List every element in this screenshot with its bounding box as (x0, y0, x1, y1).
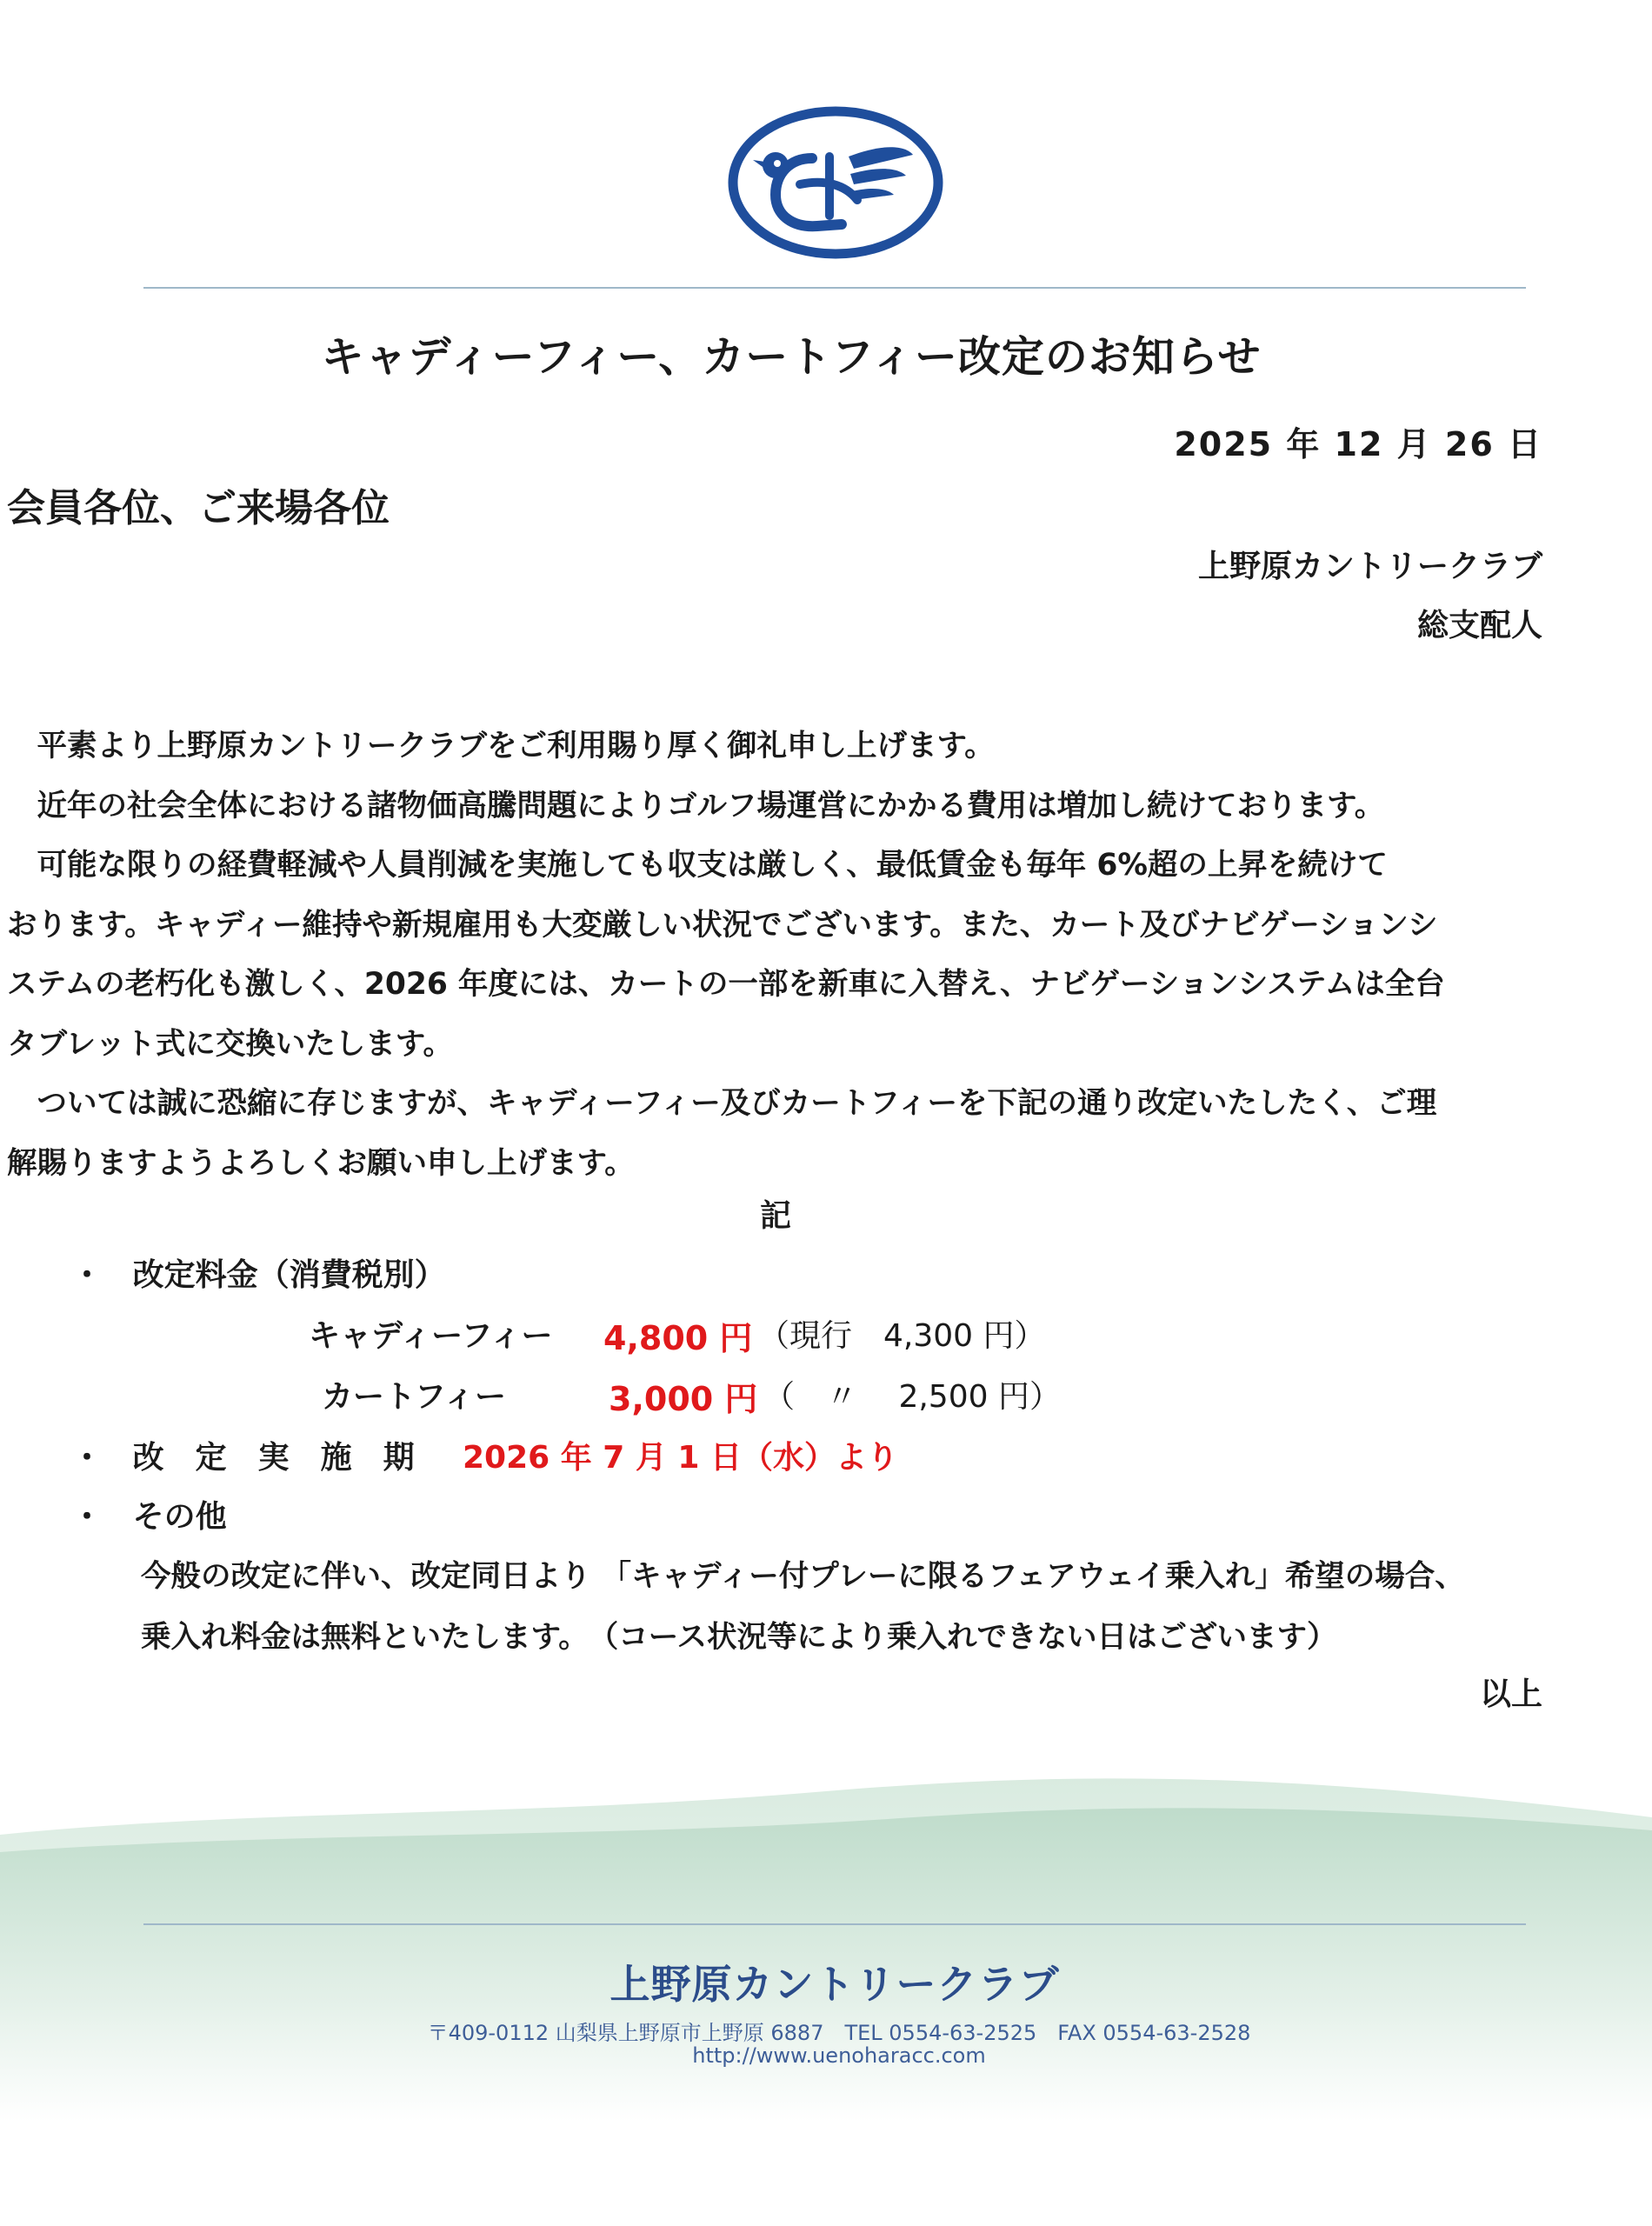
effective-date-value: 2026 年 7 月 1 日（水）より (463, 1440, 898, 1476)
footer-address: 〒409-0112 山梨県上野原市上野原 6887 TEL 0554-63-2525 FAX 0554-63-2528 (427, 2021, 1251, 2045)
cart-fee-label: カートフィー (322, 1379, 507, 1415)
caddie-fee-current: （現行 4,300 円） (758, 1318, 1046, 1354)
footer-club-name: 上野原カントリークラブ (610, 1961, 1060, 2008)
sender-org: 上野原カントリークラブ (1197, 549, 1542, 584)
effective-date-row (71, 1433, 415, 1477)
cart-fee-current: （ 〃 2,500 円） (763, 1379, 1061, 1415)
caddie-fee-label: キャディーフィー (309, 1318, 553, 1354)
page-title: キャディーフィー、カートフィー改定のお知らせ (321, 332, 1262, 382)
bullet: ・ (71, 1257, 103, 1293)
body-line: ついては誠に恐縮に存じますが、キャディーフィー及びカートフィーを下記の通り改定いたしたく、ご理 (7, 1086, 1437, 1121)
sender-block (1198, 537, 1542, 656)
notice-body (7, 716, 1555, 1193)
issue-date: 2025 年 12 月 26 日 (1174, 425, 1542, 463)
body-line: おります。キャディー維持や新規雇用も大変厳しい状況でございます。また、カート及びナビゲーションシ (7, 907, 1438, 943)
ueno-bird-logo-icon (727, 104, 944, 261)
body-line: ステムの老朽化も激しく、2026 年度には、カートの一部を新車に入替え、ナビゲーションシステムは全台 (7, 967, 1445, 1002)
closing: 以上 (1479, 1676, 1542, 1712)
addressee: 会員各位、ご来場各位 (7, 486, 390, 530)
sender-title: 総支配人 (1416, 608, 1542, 643)
fee-heading-row (71, 1250, 446, 1295)
body-line: 近年の社会全体における諸物価高騰問題によりゴルフ場運営にかかる費用は増加し続けております。 (7, 788, 1385, 823)
body-line: 平素より上野原カントリークラブをご利用賜り厚く御礼申し上げます。 (7, 729, 995, 763)
bullet: ・ (71, 1440, 103, 1476)
caddie-fee-new: 4,800 円 (603, 1319, 753, 1357)
other-note (141, 1546, 1465, 1668)
bullet: ・ (71, 1499, 103, 1535)
header-divider (143, 287, 1526, 289)
cart-fee-new: 3,000 円 (609, 1380, 758, 1418)
other-heading: その他 (132, 1499, 227, 1535)
body-line: 解賜りますようよろしくお願い申し上げます。 (7, 1145, 635, 1181)
footer-url-link[interactable]: http://www.uenoharacc.com (692, 2043, 986, 2068)
fee-heading: 改定料金（消費税別） (132, 1257, 446, 1293)
other-line: 乗入れ料金は無料といたします。 （コース状況等により乗入れできない日はございます） (141, 1620, 1337, 1655)
body-line: タブレット式に交換いたします。 (7, 1026, 454, 1062)
effective-date-label: 改 定 実 施 期 (132, 1440, 415, 1476)
other-heading-row (71, 1492, 227, 1536)
body-line: 可能な限りの経費軽減や人員削減を実施しても収支は厳しく、最低賃金も毎年 6%超の上昇を続けて (7, 848, 1388, 883)
ki-heading: 記 (759, 1198, 791, 1234)
footer-divider (143, 1923, 1526, 1925)
other-line: 今般の改定に伴い、改定同日より 「キャディー付プレーに限るフェアウェイ乗入れ」希望の場合、 (141, 1559, 1465, 1594)
